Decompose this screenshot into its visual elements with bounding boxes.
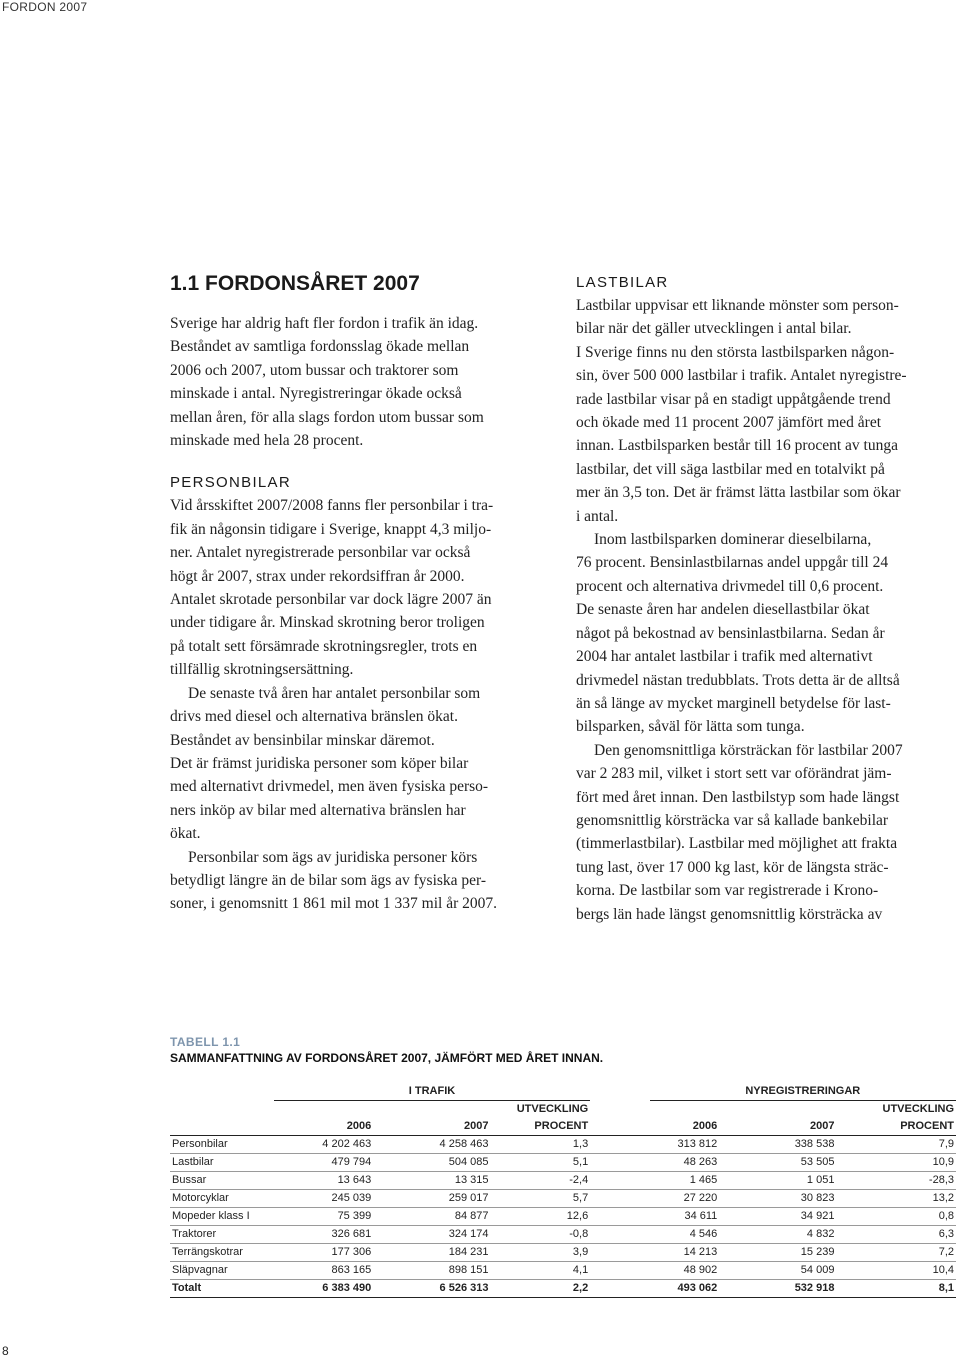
text-line: under tidigare år. Minskad skrotning beror troligen [170, 614, 485, 632]
value-cell: 7,2 [836, 1244, 956, 1262]
text-line: I Sverige finns nu den största lastbilsparken någon- [576, 343, 895, 361]
text-line: tung last, över 17 000 kg last, kör de längsta sträc- [576, 858, 889, 876]
value-cell: 5,7 [490, 1190, 590, 1208]
table-row [170, 1172, 956, 1190]
text-line: bergs län hade längst genomsnittlig körsträcka av [576, 905, 883, 923]
value-cell: 13,2 [836, 1190, 956, 1208]
vehicle-type-cell: Mopeder klass I [170, 1208, 274, 1226]
text-line: minskade i antal. Nyregistreringar ökade också [170, 385, 462, 403]
subhead-lastbilar: LASTBILAR [576, 274, 669, 291]
value-cell: 493 062 [650, 1280, 720, 1298]
text-line: tillfällig skrotningsersättning. [170, 661, 354, 679]
value-cell: 4 546 [650, 1226, 720, 1244]
table-label: TABELL 1.1 [170, 1035, 241, 1049]
value-cell: 8,1 [836, 1280, 956, 1298]
text-line: Beståndet av bensinbilar minskar däremot. [170, 731, 435, 749]
text-line: 2004 har antalet lastbilar i trafik med alternativt [576, 648, 873, 666]
value-cell: 10,9 [836, 1154, 956, 1172]
paragraph [576, 528, 958, 739]
value-cell: 48 902 [650, 1262, 720, 1280]
vehicle-type-cell: Totalt [170, 1280, 274, 1298]
text-line: bilar när det gäller utvecklingen i antal bilar. [576, 320, 852, 338]
text-line: De senaste åren har andelen diesellastbilar ökat [576, 601, 870, 619]
table-row [170, 1190, 956, 1208]
value-cell: 324 174 [373, 1226, 490, 1244]
text-line: fört med året innan. Den lastbilstyp som hade längst [576, 788, 900, 806]
text-line: De senaste två åren har antalet personbilar som [188, 684, 481, 702]
text-line: mer än 3,5 ton. Det är främst lätta lastbilar som ökar [576, 484, 901, 502]
value-cell: 6,3 [836, 1226, 956, 1244]
group-header-in-traffic: I TRAFIK [274, 1080, 590, 1101]
text-line: Personbilar som ägs av juridiska personer körs [188, 848, 478, 866]
value-cell: 27 220 [650, 1190, 720, 1208]
value-cell: 1,3 [490, 1136, 590, 1154]
personbilar-text [170, 494, 548, 915]
text-line: 2006 och 2007, utom bussar och traktorer som [170, 361, 459, 379]
text-line: ners inköp av bilar med alternativa bränslen har [170, 801, 466, 819]
text-line: än så länge av mycket marginell betydelse för last- [576, 694, 891, 712]
value-cell: 1 051 [719, 1172, 836, 1190]
text-line: procent och alternativa drivmedel till 0,6 procent. [576, 577, 884, 595]
text-line: högt år 2007, strax under rekordsiffran år 2000. [170, 567, 465, 585]
value-cell: -0,8 [490, 1226, 590, 1244]
paragraph [170, 846, 548, 916]
value-cell: 34 611 [650, 1208, 720, 1226]
value-cell: 14 213 [650, 1244, 720, 1262]
table-row [170, 1154, 956, 1172]
section-title: 1.1 FORDONSÅRET 2007 [170, 272, 420, 295]
lastbilar-text [576, 294, 958, 926]
value-cell: 15 239 [719, 1244, 836, 1262]
value-cell: 75 399 [274, 1208, 373, 1226]
text-line: Antalet skrotade personbilar var dock lägre 2007 än [170, 591, 492, 609]
vehicle-type-cell: Släpvagnar [170, 1262, 274, 1280]
value-cell: 326 681 [274, 1226, 373, 1244]
vehicle-type-cell: Motorcyklar [170, 1190, 274, 1208]
text-line: minskade med hela 28 procent. [170, 432, 364, 450]
text-line: innan. Lastbilsparken består till 16 procent av tunga [576, 437, 898, 455]
value-cell: 3,9 [490, 1244, 590, 1262]
text-line: mellan åren, för alla slags fordon utom bussar som [170, 408, 484, 426]
value-cell: 245 039 [274, 1190, 373, 1208]
value-cell: 184 231 [373, 1244, 490, 1262]
text-line: korna. De lastbilar som var registrerade i Krono- [576, 882, 879, 900]
paragraph [170, 752, 548, 846]
paragraph [576, 294, 958, 528]
vehicle-type-cell: Bussar [170, 1172, 274, 1190]
value-cell: 863 165 [274, 1262, 373, 1280]
table-row [170, 1244, 956, 1262]
value-cell: 338 538 [719, 1136, 836, 1154]
text-line: Sverige har aldrig haft fler fordon i trafik än idag. [170, 315, 479, 332]
running-head: FORDON 2007 [2, 0, 88, 14]
left-column [170, 270, 548, 916]
paragraph [170, 494, 548, 681]
text-line: ner. Antalet nyregistrerade personbilar var också [170, 544, 471, 562]
text-line: Inom lastbilsparken dominerar dieselbilarna, [594, 531, 872, 549]
text-line: fik än någonsin tidigare i Sverige, knappt 4,3 miljo- [170, 520, 492, 538]
text-line: genomsnittlig körsträcka var så kallade bankebilar [576, 811, 889, 829]
text-line: Vid årsskiftet 2007/2008 fanns fler personbilar i tra- [170, 497, 494, 515]
value-cell: -2,4 [490, 1172, 590, 1190]
value-cell: 479 794 [274, 1154, 373, 1172]
col-header-new-change: UTVECKLING PROCENT [836, 1101, 956, 1136]
text-line: var 2 283 mil, vilket i stort sett var oförändrat jäm- [576, 765, 892, 783]
text-line: 76 procent. Bensinlastbilarnas andel uppgår till 24 [576, 554, 889, 572]
value-cell: 12,6 [490, 1208, 590, 1226]
value-cell: -28,3 [836, 1172, 956, 1190]
value-cell: 504 085 [373, 1154, 490, 1172]
text-line: Det är främst juridiska personer som köper bilar [170, 754, 469, 772]
value-cell: 10,4 [836, 1262, 956, 1280]
text-line: något på bekostnad av bensinlastbilarna. Sedan år [576, 624, 885, 642]
text-line: sin, över 500 000 lastbilar i trafik. Antalet nyregistre- [576, 367, 907, 385]
value-cell: 4 202 463 [274, 1136, 373, 1154]
table-row [170, 1226, 956, 1244]
value-cell: 4 258 463 [373, 1136, 490, 1154]
text-line: med alternativt drivmedel, men även fysiska perso- [170, 778, 489, 796]
subhead-personbilar: PERSONBILAR [170, 474, 291, 492]
text-line: soner, i genomsnitt 1 861 mil mot 1 337 mil år 2007. [170, 895, 498, 913]
value-cell: 0,8 [836, 1208, 956, 1226]
text-line: (timmerlastbilar). Lastbilar med möjlighet att frakta [576, 835, 898, 853]
right-column [576, 270, 958, 926]
value-cell: 48 263 [650, 1154, 720, 1172]
text-line: på totalt sett försämrade skrotningsregler, trots en [170, 637, 478, 655]
text-line: Den genomsnittliga körsträckan för lastbilar 2007 [594, 741, 903, 759]
table-total-row [170, 1280, 956, 1298]
value-cell: 6 526 313 [373, 1280, 490, 1298]
vehicle-type-cell: Personbilar [170, 1136, 274, 1154]
summary-table [170, 1080, 956, 1298]
value-cell: 34 921 [719, 1208, 836, 1226]
text-line: Beståndet av samtliga fordonsslag ökade mellan [170, 338, 470, 356]
value-cell: 259 017 [373, 1190, 490, 1208]
text-line: betydligt längre än de bilar som ägs av fysiska per- [170, 871, 487, 889]
value-cell: 13 315 [373, 1172, 490, 1190]
text-line: lastbilar, det vill säga lastbilar med en totalvikt på [576, 460, 885, 478]
table-row [170, 1136, 956, 1154]
value-cell: 532 918 [719, 1280, 836, 1298]
text-line: rade lastbilar visar på en stadigt uppåtgående trend [576, 390, 891, 408]
value-cell: 313 812 [650, 1136, 720, 1154]
value-cell: 54 009 [719, 1262, 836, 1280]
value-cell: 6 383 490 [274, 1280, 373, 1298]
paragraph [170, 682, 548, 752]
table-row [170, 1262, 956, 1280]
col-header-new-2007: 2007 [719, 1101, 836, 1136]
col-header-2006: 2006 [274, 1101, 373, 1136]
col-header-2007: 2007 [373, 1101, 490, 1136]
table-row [170, 1208, 956, 1226]
value-cell: 1 465 [650, 1172, 720, 1190]
value-cell: 84 877 [373, 1208, 490, 1226]
value-cell: 2,2 [490, 1280, 590, 1298]
vehicle-type-cell: Terrängskotrar [170, 1244, 274, 1262]
value-cell: 177 306 [274, 1244, 373, 1262]
text-line: Lastbilar uppvisar ett liknande mönster som person- [576, 297, 899, 314]
text-line: i antal. [576, 507, 619, 525]
text-line: drivs med diesel och alternativa bränslen ökat. [170, 708, 458, 726]
col-header-change: UTVECKLING PROCENT [490, 1101, 590, 1136]
value-cell: 7,9 [836, 1136, 956, 1154]
summary-table-section [170, 1034, 956, 1298]
text-line: drivmedel nästan tredubblats. Trots detta är de alltså [576, 671, 900, 689]
table-title: SAMMANFATTNING AV FORDONSÅRET 2007, JÄMFÖRT MED ÅRET INNAN. [170, 1051, 604, 1065]
text-line: bilsparken, såväl för lätta som tunga. [576, 718, 805, 736]
value-cell: 13 643 [274, 1172, 373, 1190]
col-header-new-2006: 2006 [650, 1101, 720, 1136]
value-cell: 30 823 [719, 1190, 836, 1208]
paragraph [576, 739, 958, 926]
value-cell: 898 151 [373, 1262, 490, 1280]
value-cell: 4 832 [719, 1226, 836, 1244]
text-line: och ökade med 11 procent 2007 jämfört med året [576, 414, 882, 432]
vehicle-type-cell: Lastbilar [170, 1154, 274, 1172]
intro-paragraph [170, 312, 548, 452]
text-line: ökat. [170, 825, 201, 843]
vehicle-type-cell: Traktorer [170, 1226, 274, 1244]
page-number: 8 [2, 1344, 9, 1358]
value-cell: 53 505 [719, 1154, 836, 1172]
value-cell: 5,1 [490, 1154, 590, 1172]
group-header-new-registrations: NYREGISTRERINGAR [650, 1080, 956, 1101]
value-cell: 4,1 [490, 1262, 590, 1280]
